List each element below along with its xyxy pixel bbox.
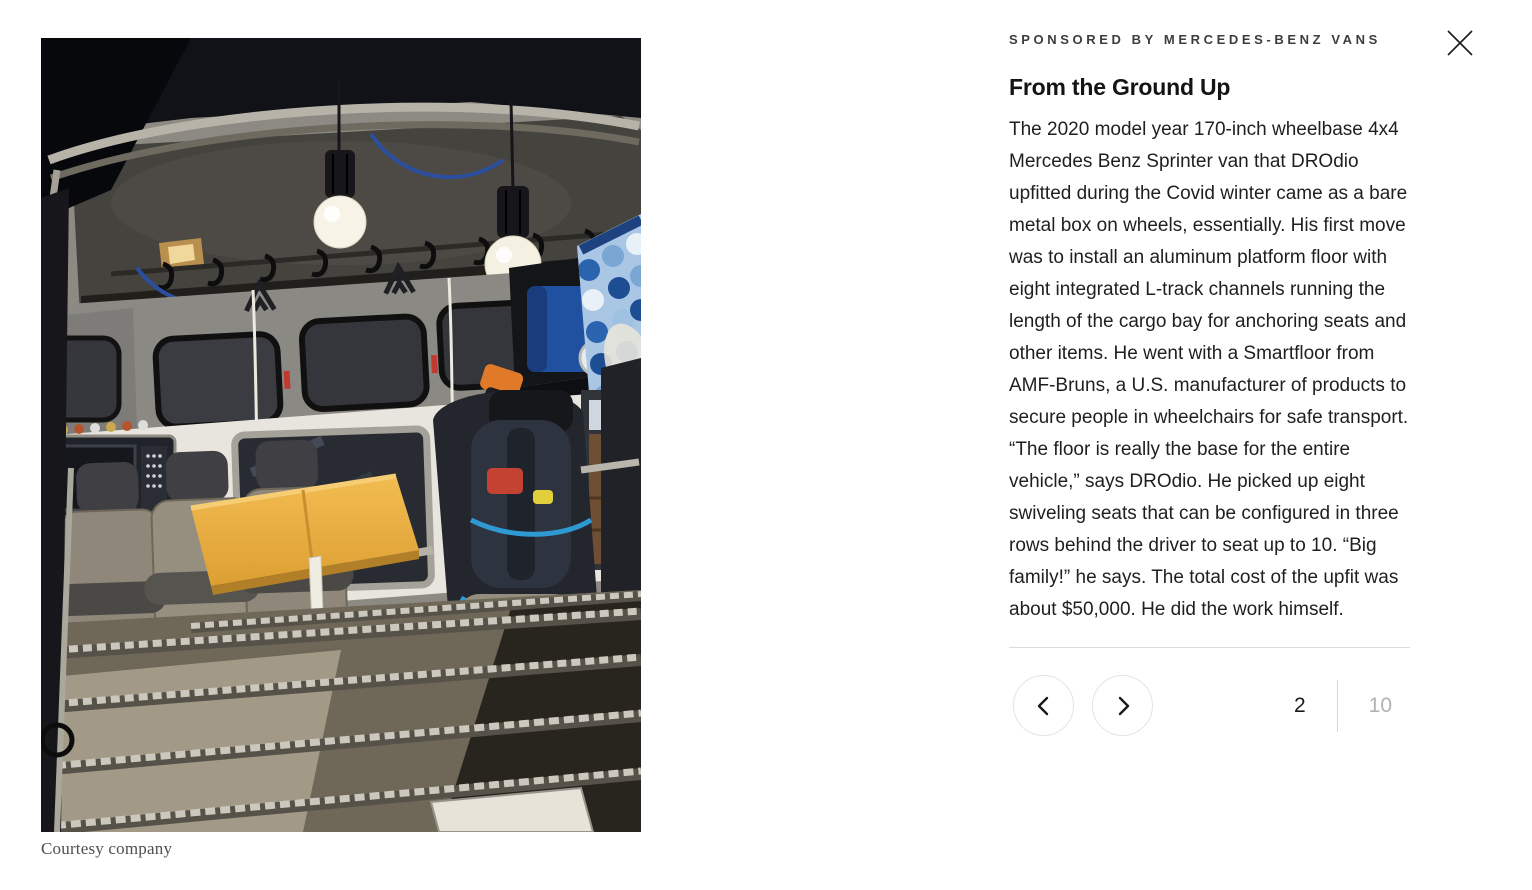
page-indicator [1294, 680, 1410, 732]
slide-navigation [1009, 675, 1410, 736]
chevron-left-icon [1033, 695, 1055, 717]
slide-body-text: The 2020 model year 170-inch wheelbase 4x4 Mercedes Benz Sprinter van that DROdio upfitted during the Covid winter came as a bare metal box on wheels, essentially. His first move was to install an aluminum platform floor with eight integrated L-track channels running the length of the cargo bay for anchoring seats and other items. He went with a Smartfloor from AMF-Bruns, a U.S. manufacturer of products to secure people in wheelchairs for safe transport. “The floor is really the base for the entire vehicle,” says DROdio. He picked up eight swiveling seats that can be configured in three rows behind the driver to seat up to 10. “Big family!” he says. The total cost of the upfit was about $50,000. He did the work himself. [1009, 119, 1409, 620]
content-divider [1009, 647, 1410, 648]
photo-credit: Courtesy company [41, 839, 173, 858]
previous-slide-button[interactable] [1013, 675, 1074, 736]
nav-buttons [1013, 675, 1153, 736]
van-interior-photo [41, 38, 641, 832]
close-button[interactable] [1438, 21, 1482, 65]
close-x-icon [1446, 29, 1474, 57]
total-pages: 10 [1368, 693, 1392, 717]
l-track-floor [41, 590, 641, 832]
slide-title: From the Ground Up [1009, 74, 1231, 100]
page-indicator-divider [1337, 680, 1338, 732]
slide-photo-figure [41, 38, 641, 859]
next-slide-button[interactable] [1092, 675, 1153, 736]
current-page: 2 [1293, 693, 1306, 717]
chevron-right-icon [1112, 695, 1134, 717]
slide-content [1009, 32, 1410, 736]
van-interior-illustration [41, 38, 641, 832]
sponsor-label: SPONSORED BY MERCEDES-BENZ VANS [1009, 32, 1381, 47]
